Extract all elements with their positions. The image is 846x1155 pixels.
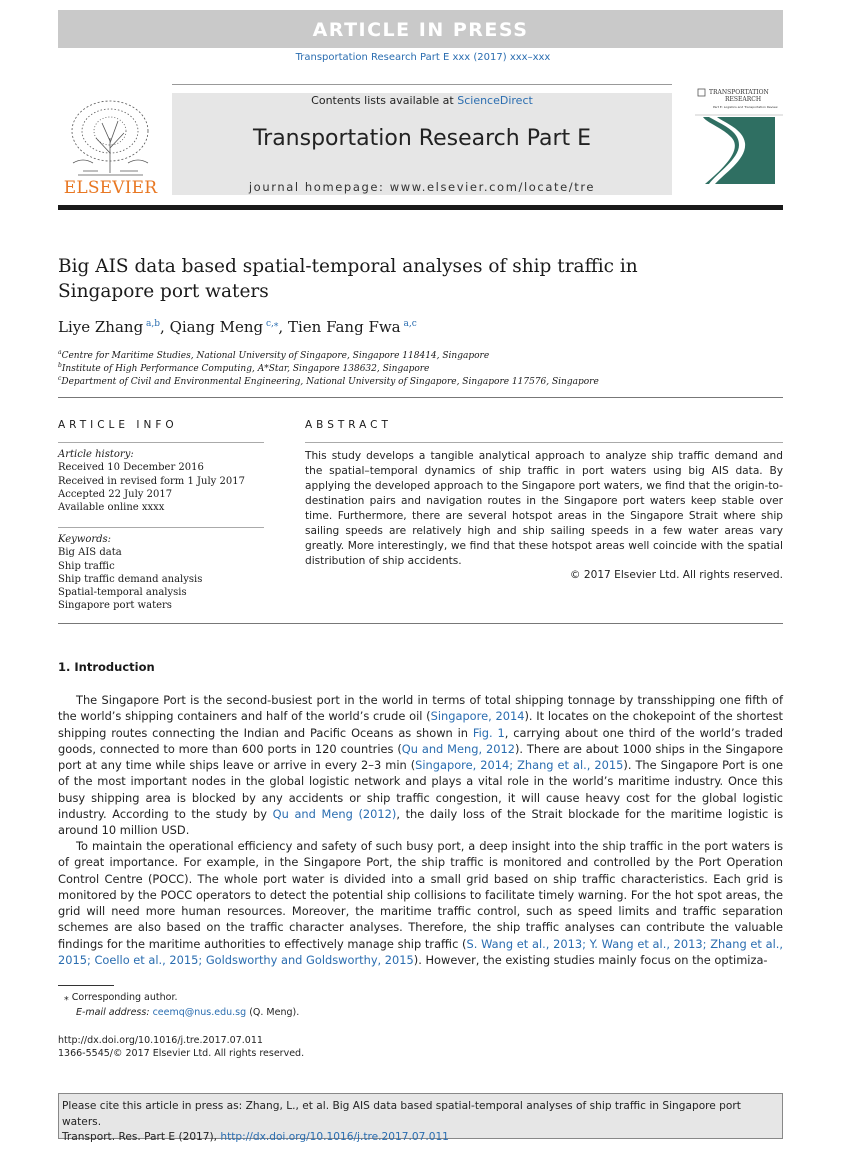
article-info-heading: ARTICLE INFO (58, 419, 178, 431)
author-affiliation-marks[interactable]: a,b (143, 319, 161, 329)
cite-text (62, 1099, 780, 1146)
article-title-line2: Singapore port waters (58, 281, 269, 302)
journal-homepage[interactable]: journal homepage: www.elsevier.com/locate/tre (248, 180, 596, 194)
paragraph-text: , the daily loss of the Strait blockade for the maritime logistic is around 10 million USD. (58, 807, 784, 838)
article-title (58, 254, 783, 304)
elsevier-wordmark: ELSEVIER (63, 178, 158, 198)
corresponding-author-note: ⁎ Corresponding author. (64, 992, 178, 1003)
author-list (58, 318, 783, 336)
email-note (76, 1007, 299, 1018)
cover-line2: RESEARCH (725, 96, 762, 103)
keyword-item: Ship traffic demand analysis (58, 573, 203, 585)
affiliation-a: $^a$Centre for Maritime Studies, National University of Singapore, Singapore 118414, Singapore (58, 349, 490, 361)
journal-cover-thumbnail (695, 87, 783, 195)
citation-link[interactable]: Singapore, 2014 (430, 709, 525, 724)
doi-link[interactable]: http://dx.doi.org/10.1016/j.tre.2017.07.011 (58, 1035, 263, 1046)
keyword-item: Spatial-temporal analysis (58, 587, 187, 599)
contents-line (172, 94, 672, 107)
affiliation-c: $^c$Department of Civil and Environmental Engineering, National University of Singapore, Singapore 117576, Singapore (58, 375, 599, 387)
history-revised: Received in revised form 1 July 2017 (58, 475, 245, 487)
citation-link[interactable]: Fig. 1 (472, 725, 505, 740)
citation-link[interactable]: Qu and Meng, 2012 (401, 741, 515, 756)
citation-link[interactable]: Qu and Meng (2012) (272, 807, 397, 822)
paragraph-text: ). The Singapore Port is one of the most important nodes in the global logistic network and plays a vital role in the world’s maritime industry. Once this busy shipping area is blocked by any accidents or ship traffic congestion, it will cause heavy cost for the global logistic industry. According to the study by (58, 758, 783, 822)
author-name: Tien Fang Fwa (287, 318, 401, 336)
section-rule (58, 397, 783, 398)
author-affiliation-marks[interactable]: a,c (400, 319, 417, 329)
article-title-line1: Big AIS data based spatial-temporal analyses of ship traffic in (58, 256, 638, 277)
journal-title: Transportation Research Part E (252, 126, 592, 151)
paragraph-text: ). It locates on the chokepoint of the shortest shipping routes connecting the Indian and Pacific Oceans as shown in (58, 709, 784, 740)
keywords-label: Keywords: (58, 534, 112, 545)
intro-heading: 1. Introduction (58, 660, 155, 674)
author-separator: , (278, 318, 288, 336)
history-online: Available online xxxx (58, 502, 165, 514)
header-top-rule (172, 84, 672, 85)
article-info-rule (58, 442, 264, 443)
paragraph-text: , carrying about one third of the world’s traded goods, connected to more than 600 ports in 120 countries ( (58, 725, 784, 756)
keywords-block (58, 533, 264, 613)
cover-line3: Part E: Logistics and Transportation Review (713, 105, 778, 109)
cite-line2-prefix: Transport. Res. Part E (2017), (62, 1131, 221, 1143)
journal-citation-link[interactable]: Transportation Research Part E xxx (2017) xxx–xxx (295, 52, 551, 63)
author-name: Liye Zhang (58, 318, 144, 336)
article-history (58, 448, 264, 514)
citation-link[interactable]: Singapore, 2014; Zhang et al., 2015 (415, 758, 624, 773)
footnote-rule (58, 985, 114, 986)
paragraph-text: To maintain the operational efficiency and safety of such busy port, a deep insight into the ship traffic in the port waters is of great importance. For example, in the Singapore Port, the ship traffic is monitored and controlled by the Port Operation Control Centre (POCC). The whole port water is divided into a small grid based on ship traffic characteristics. Each grid is monitored by the POCC operators to detect the potential ship collisions to facilitate timely warning. For the hot spot areas, the grid will need more human resources. Moreover, the maritime traffic control, such as speed limits and traffic separation schemes are also based on the traffic character analyses. Therefore, the ship traffic analyses can contribute the valuable findings for the maritime authorities to effectively manage ship traffic ( (58, 839, 783, 951)
email-label: E-mail address: (76, 1007, 153, 1018)
issn-line: 1366-5545/© 2017 Elsevier Ltd. All rights reserved. (58, 1048, 305, 1059)
sciencedirect-link[interactable]: ScienceDirect (457, 94, 533, 107)
paragraph-text: The Singapore Port is the second-busiest port in the world in terms of total shipping tonnage by transshipping one fifth of the world’s shipping containers and half of the world’s crude oil ( (58, 693, 783, 724)
email-link[interactable]: ceemq@nus.edu.sg (152, 1007, 247, 1018)
cite-doi-link[interactable]: http://dx.doi.org/10.1016/j.tre.2017.07.011 (220, 1131, 449, 1143)
abstract-copyright: © 2017 Elsevier Ltd. All rights reserved. (569, 569, 783, 581)
cite-line1: Please cite this article in press as: Zhang, L., et al. Big AIS data based spatial-temporal analyses of ship traffic in Singapore port waters. (62, 1100, 741, 1128)
keyword-item: Ship traffic (58, 560, 115, 572)
abstract-rule (305, 442, 783, 443)
history-label: Article history: (58, 449, 134, 460)
affiliation-b: $^b$Institute of High Performance Computing, A*Star, Singapore 138632, Singapore (58, 362, 430, 374)
section-rule-bottom (58, 623, 783, 624)
keywords-rule (58, 527, 264, 528)
history-received: Received 10 December 2016 (58, 462, 204, 474)
contents-prefix: Contents lists available at (311, 94, 458, 107)
paragraph-text: ). However, the existing studies mainly focus on the optimiza- (413, 953, 768, 968)
author-separator: , (160, 318, 170, 336)
abstract-text: This study develops a tangible analytical approach to analyze ship traffic demand and the spatial–temporal dynamics of ship traffic in port waters using big AIS data. By applying the developed approach to the Singapore port waters, we find that the origin-to-destination pairs and navigation routes in the Singapore port waters keep stable over time. Furthermore, there are several hotspot areas in the Singapore Strait where ship sailing speeds are relatively high and ship sailing speeds in a few water areas vary greatly. More interestingly, we find that these hotspot areas well coincide with the spatial distribution of ship accidents. (305, 450, 783, 567)
author-name: Qiang Meng (169, 318, 264, 336)
cite-line2 (62, 1130, 780, 1146)
abstract-heading: ABSTRACT (305, 419, 392, 431)
intro-paragraph-2 (58, 838, 783, 968)
author-affiliation-marks[interactable]: c,⁎ (263, 319, 279, 329)
keyword-item: Big AIS data (58, 547, 122, 559)
history-accepted: Accepted 22 July 2017 (58, 488, 173, 500)
intro-paragraph-1 (58, 692, 783, 839)
email-suffix: (Q. Meng). (246, 1007, 300, 1018)
article-in-press-banner: ARTICLE IN PRESS (58, 10, 783, 48)
citation-link[interactable]: S. Wang et al., 2013; Y. Wang et al., 2013; Zhang et al., 2015; Coello et al., 2015; Goldsworthy and Goldsworthy, 2015 (58, 936, 783, 968)
paragraph-text: ). There are about 1000 ships in the Singapore port at any time while ships leave or arrive in every 2–3 min ( (58, 741, 784, 773)
cover-line1: TRANSPORTATION (709, 89, 769, 96)
header-thick-rule (58, 205, 783, 210)
keyword-item: Singapore port waters (58, 600, 172, 612)
